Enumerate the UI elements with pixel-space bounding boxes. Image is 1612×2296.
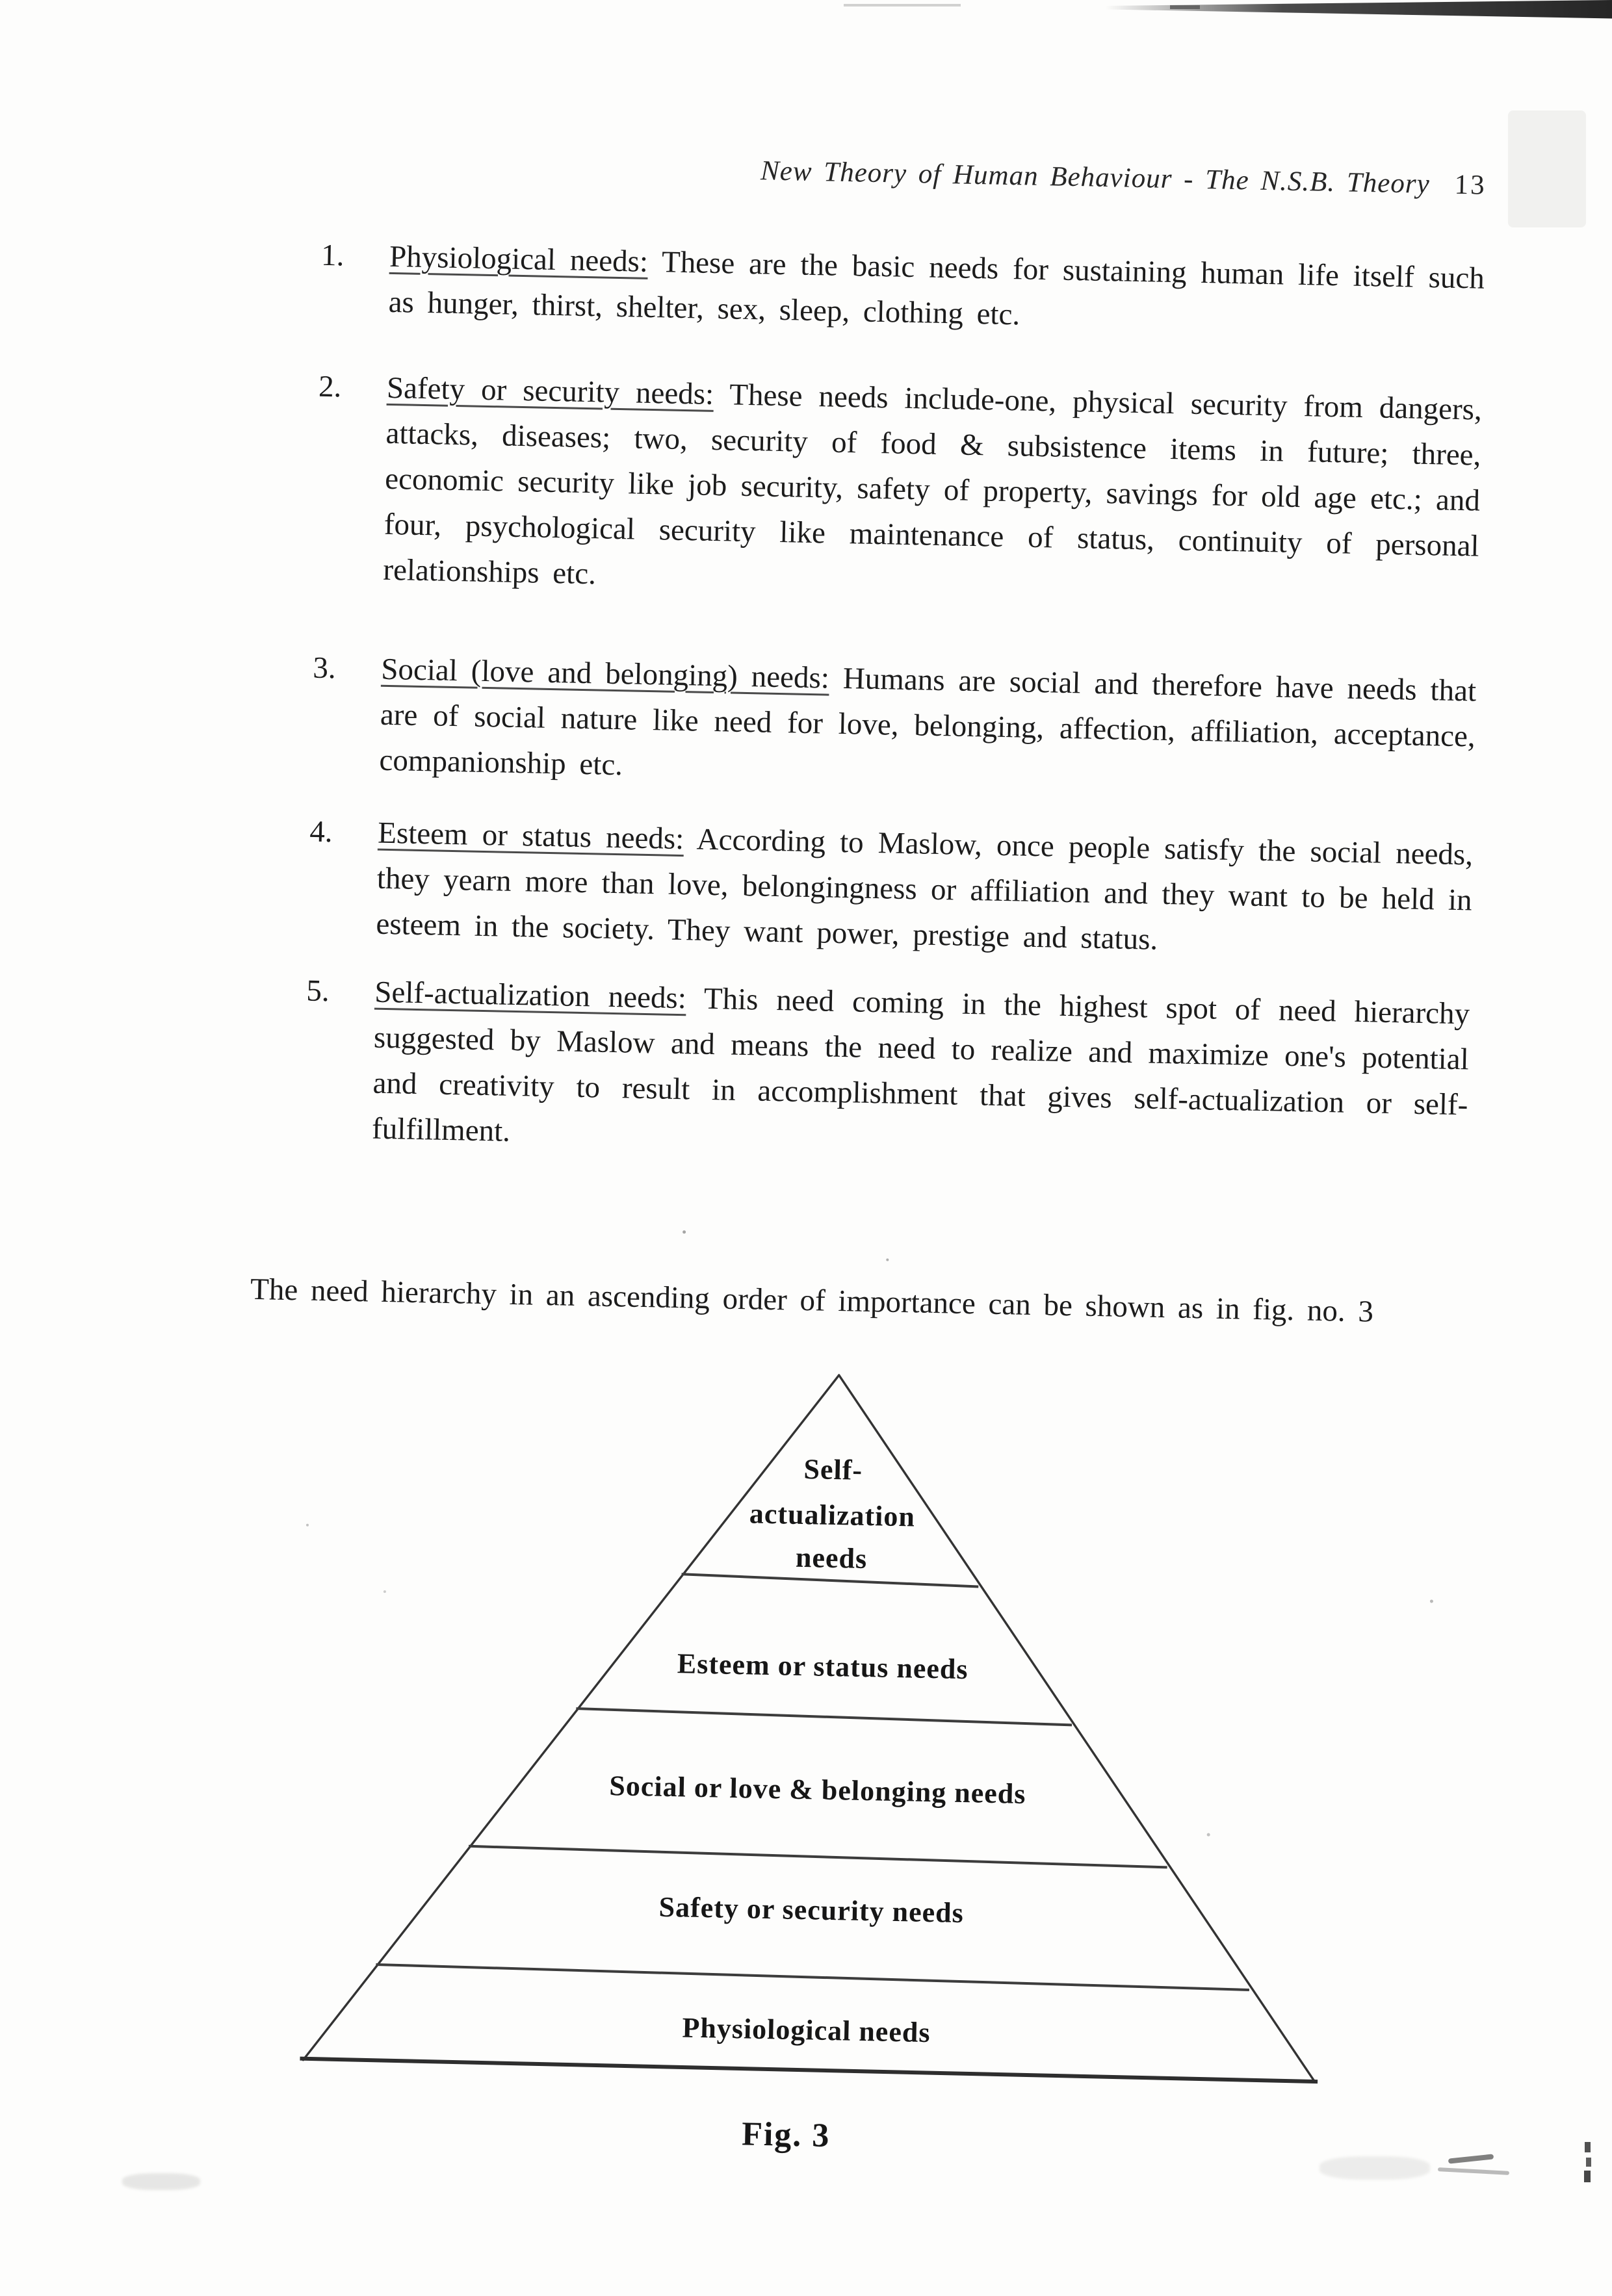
item-term: Social (love and belonging) needs: [380, 652, 830, 695]
scan-speck [1430, 1599, 1433, 1603]
scan-artifact-top-line [844, 4, 961, 6]
scan-smudge-bottom-right [1320, 2156, 1430, 2180]
list-item [304, 968, 1470, 1174]
pyramid-divider [376, 1965, 1249, 1990]
scan-edge-mark [1584, 2171, 1591, 2182]
scan-speck [306, 1524, 309, 1527]
scan-edge-mark [1586, 2158, 1591, 2167]
pyramid-base-line [300, 2059, 1318, 2082]
list-item [311, 645, 1477, 805]
page-number: 13 [1454, 169, 1487, 201]
item-number: 4. [309, 814, 333, 849]
header-title: New Theory of Human Behaviour - The N.S.B. Theory [760, 155, 1431, 200]
closing-paragraph: The need hierarchy in an ascending order of importance can be shown as in fig. no. 3 [250, 1272, 1374, 1329]
item-number: 1. [320, 238, 344, 273]
pyramid-level-label-physiological: Physiological needs [682, 2011, 931, 2049]
scan-smudge-bottom-left [122, 2173, 200, 2190]
item-term: Self-actualization needs: [374, 975, 687, 1016]
item-number: 3. [312, 651, 337, 686]
item-number: 5. [306, 974, 330, 1009]
scan-speck [886, 1259, 889, 1261]
pyramid-divider [576, 1709, 1072, 1725]
pyramid-divider [469, 1846, 1167, 1868]
item-body: Humans are social and therefore have needs that are of social nature like need for love, belonging, affection, affiliation, acceptance, companionship etc. [379, 661, 1477, 782]
needs-pyramid-figure [280, 1354, 1360, 2110]
pyramid-svg [280, 1354, 1360, 2110]
running-header [270, 145, 1487, 201]
item-term: Esteem or status needs: [377, 816, 684, 857]
item-body: According to Maslow, once people satisfy the social needs, they yearn more than love, belongingness or affiliation and they want to be held in esteem in the society. They want power, prestige and status. [376, 822, 1474, 957]
pyramid-right-edge [825, 1375, 1327, 2080]
pyramid-level-label-social: Social or love & belonging needs [608, 1770, 1026, 1810]
list-item [315, 364, 1483, 615]
pyramid-level-label-self-actualization-line1: Self- [803, 1453, 863, 1486]
needs-list [304, 233, 1485, 1174]
scan-speck [384, 1590, 386, 1593]
scan-speck [682, 1230, 686, 1233]
scan-artifact-top-dash [1170, 5, 1200, 9]
pyramid-divider [681, 1574, 978, 1586]
pyramid-level-label-safety: Safety or security needs [658, 1890, 965, 1929]
item-number: 2. [318, 369, 342, 404]
pyramid-level-label-self-actualization-line3: needs [795, 1541, 868, 1575]
figure-caption: Fig. 3 [741, 2115, 831, 2155]
item-body: These needs include-one, physical security from dangers, attacks, diseases; two, security of food & subsistence items in future; three, economic security like job security, safety of property, savings for old age etc.; and four, psychological security like maintenance of status, continuity of personal relationships etc. [382, 377, 1483, 591]
pyramid-level-label-self-actualization-line2: actualization [749, 1497, 916, 1533]
scan-edge-mark [1585, 2142, 1591, 2152]
scan-artifact-gray-streak [1508, 110, 1586, 227]
item-term: Safety or security needs: [386, 370, 714, 411]
item-body: These are the basic needs for sustaining human life itself such as hunger, thirst, shelter, sex, sleep, clothing etc. [388, 244, 1485, 332]
item-body: This need coming in the highest spot of need hierarchy suggested by Maslow and means the need to realize and maximize one's potential and creativity to result in accomplishment that gives self-actualization or self-fulfillment. [371, 981, 1470, 1148]
scan-speck [1207, 1833, 1210, 1837]
item-term: Physiological needs: [389, 239, 649, 279]
pyramid-level-label-esteem: Esteem or status needs [677, 1647, 969, 1686]
list-item [320, 233, 1485, 347]
list-item [307, 809, 1474, 969]
